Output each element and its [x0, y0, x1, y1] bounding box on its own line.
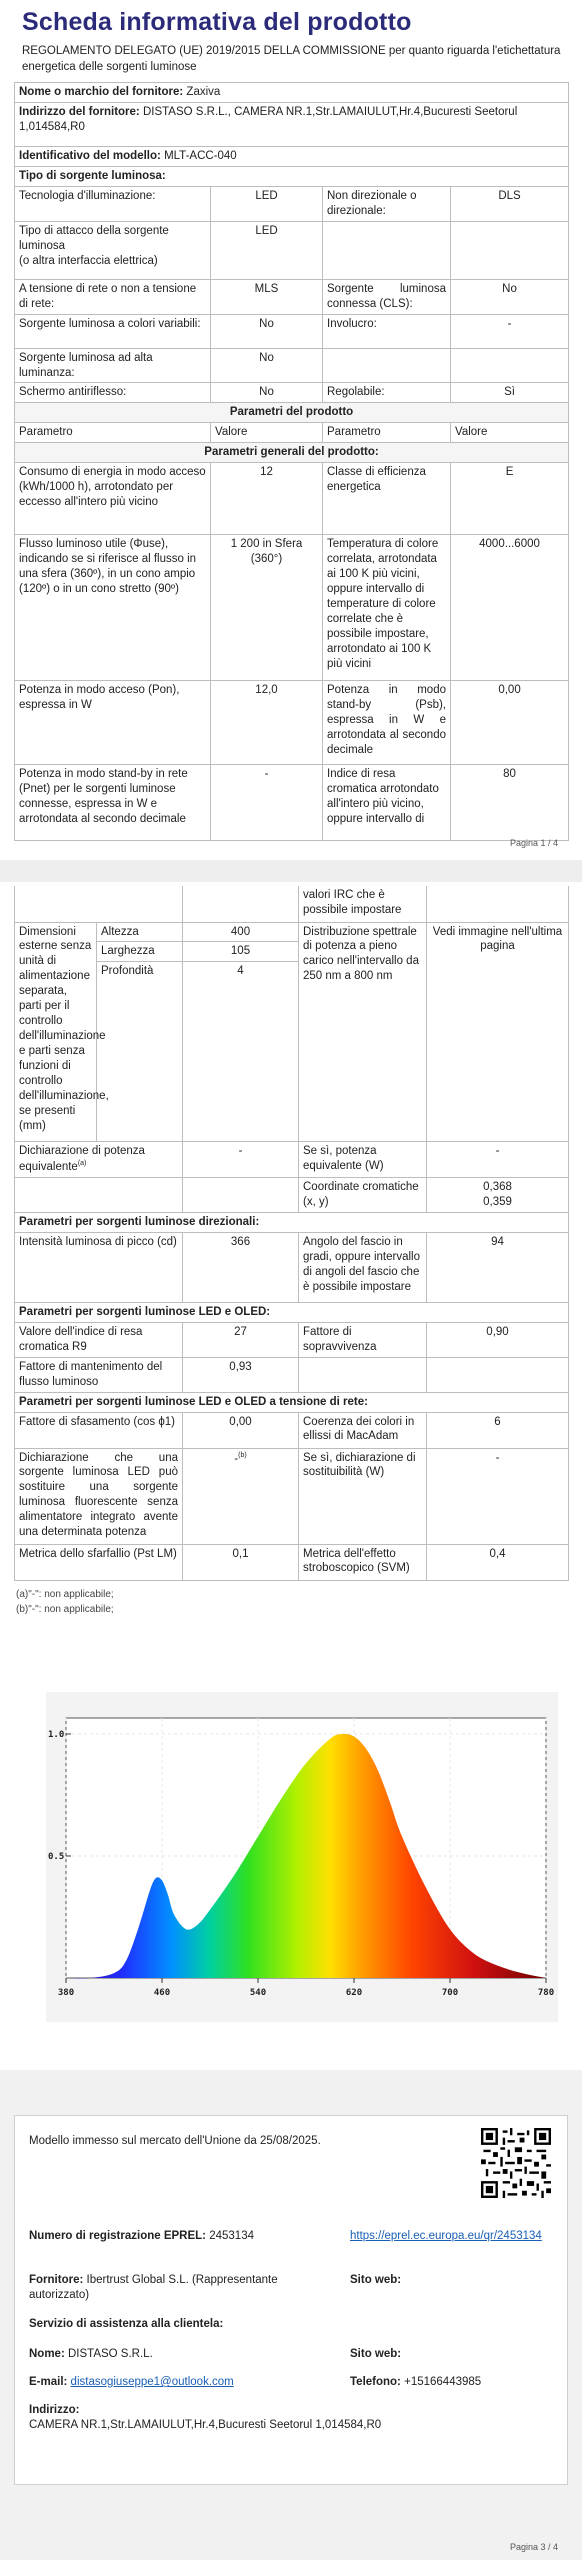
param-value: 12,0: [211, 681, 323, 765]
strobo-value: 0,4: [427, 1544, 569, 1580]
market-date: Modello immesso sul mercato dell'Unione da 25/08/2025.: [29, 2135, 321, 2147]
footnotes: [16, 1587, 114, 1617]
y-tick-label: 0.5: [48, 1852, 65, 1862]
page-title: Scheda informativa del prodotto: [22, 8, 412, 36]
contact-phone: [350, 2375, 481, 2390]
cos-phi-label: Fattore di sfasamento (cos ϕ1): [15, 1412, 183, 1448]
maintenance-row: [15, 1357, 569, 1392]
type-row: [15, 383, 569, 403]
type-label: Tipo di attacco della sorgente luminosa (o altra interfaccia elettrica): [15, 221, 211, 279]
eprel-link-wrap: [350, 2229, 560, 2244]
height-label: Altezza: [97, 922, 183, 942]
chroma-y: 0,359: [483, 1196, 512, 1209]
dimensions-label: Dimensioni esterne senza unità di alimentazione separata, parti per il controllo dell'illuminazione e parti senza funzioni di controllo dell'illuminazione, se presenti (mm): [15, 922, 97, 1142]
product-info-table: [14, 82, 569, 841]
depth-value: 4: [183, 962, 299, 1142]
supplier-info: [29, 2273, 329, 2303]
power-distribution-label: Distribuzione spettrale di potenza a pieno carico nell'intervallo da 250 nm a 800 nm: [299, 922, 427, 1142]
power-distribution-value: Vedi immagine nell'ultima pagina: [427, 922, 569, 1142]
macadam-value: 6: [427, 1412, 569, 1448]
height-value: 400: [183, 922, 299, 942]
general-row: [15, 463, 569, 535]
general-row: [15, 535, 569, 681]
column-header-row: [15, 423, 569, 443]
footnote-ref: (a): [77, 1160, 87, 1168]
page-3-card: [14, 2115, 568, 2485]
peak-intensity-row: [15, 1232, 569, 1302]
x-tick-label: 700: [441, 1988, 459, 1998]
type-label: Sorgente luminosa ad alta luminanza:: [15, 348, 211, 383]
type-row: [15, 221, 569, 279]
type-value: [451, 348, 569, 383]
email-link[interactable]: distasogiuseppe1@outlook.com: [70, 2376, 234, 2388]
general-row: [15, 681, 569, 765]
type-label: A tensione di rete o non a tensione di rete:: [15, 279, 211, 314]
replace-value: -: [234, 1452, 239, 1465]
type-value: No: [211, 348, 323, 383]
param-label: Consumo di energia in modo acceso (kWh/1000 h), arrotondato per eccesso all'intero più vicino: [15, 463, 211, 535]
product-params-table-continued: [14, 886, 569, 1581]
r9-value: 27: [183, 1322, 299, 1357]
param-value: 4000...6000: [451, 535, 569, 681]
eprel-number: [29, 2229, 254, 2244]
regulation-text: REGOLAMENTO DELEGATO (UE) 2019/2015 DELLA COMMISSIONE per quanto riguarda l'etichettatura energetica delle sorgenti luminose: [22, 45, 561, 73]
product-params-heading: Parametri del prodotto: [15, 403, 569, 423]
contact-name: [29, 2347, 153, 2362]
width-value: 105: [183, 942, 299, 962]
param-label: valori IRC che è possibile impostare: [299, 886, 427, 922]
page-number: Pagina 1 / 4: [509, 838, 558, 848]
param-value: 0,00: [451, 681, 569, 765]
dimension-row: [15, 922, 569, 942]
param-value: 1 200 in Sfera (360°): [211, 535, 323, 681]
cos-phi-row: [15, 1412, 569, 1448]
col-value: Valore: [211, 423, 323, 443]
address-label: Indirizzo:: [29, 2404, 80, 2416]
param-value: -: [211, 765, 323, 841]
address-value: CAMERA NR.1,Str.LAMAIULUT,Hr.4,Bucuresti Seetorul 1,014584,R0: [29, 2419, 382, 2431]
page-2: [0, 882, 582, 1652]
light-source-type-heading: Tipo di sorgente luminosa:: [15, 166, 569, 186]
type-value: LED: [211, 186, 323, 221]
beam-angle-label: Angolo del fascio in gradi, oppure intervallo di angoli del fascio che è possibile impostare: [299, 1232, 427, 1302]
macadam-label: Coerenza dei colori in ellissi di MacAdam: [299, 1412, 427, 1448]
col-param: Parametro: [323, 423, 451, 443]
led-oled-heading-row: [15, 1302, 569, 1322]
type-label: Involucro:: [323, 314, 451, 348]
type-label: [323, 348, 451, 383]
maintenance-label: Fattore di mantenimento del flusso luminoso: [15, 1357, 183, 1392]
r9-row: [15, 1322, 569, 1357]
website2-label: Sito web:: [350, 2348, 402, 2360]
type-label: Tecnologia d'illuminazione:: [15, 186, 211, 221]
type-label: Schermo antiriflesso:: [15, 383, 211, 403]
mains-heading: Parametri per sorgenti luminose LED e OLED a tensione di rete:: [15, 1392, 569, 1412]
phone-value: +15166443985: [404, 2376, 482, 2388]
footnote-b: (b)"-": non applicabile;: [16, 1604, 114, 1615]
phone-label: Telefono:: [350, 2376, 401, 2388]
service-label: Servizio di assistenza alla clientela:: [29, 2318, 224, 2330]
flicker-row: [15, 1544, 569, 1580]
strobo-label: Metrica dell'effetto stroboscopico (SVM): [299, 1544, 427, 1580]
replace-row: [15, 1448, 569, 1544]
type-value: DLS: [451, 186, 569, 221]
chroma-x: 0,368: [483, 1181, 512, 1194]
contact-email: [29, 2375, 234, 2390]
type-value: [451, 221, 569, 279]
replace-label: Dichiarazione che una sorgente luminosa LED può sostituire una sorgente luminosa fluorescente senza alimentatore integrato avente una determinata potenza: [15, 1448, 183, 1544]
model-id-label: Identificativo del modello:: [19, 149, 161, 162]
x-tick-label: 380: [57, 1988, 75, 1998]
type-row: [15, 279, 569, 314]
beam-angle-value: 94: [427, 1232, 569, 1302]
model-id-row: [15, 146, 569, 166]
directional-heading-row: [15, 1212, 569, 1232]
survival-value: 0,90: [427, 1322, 569, 1357]
equiv-power-label: Dichiarazione di potenza equivalente: [19, 1145, 145, 1174]
type-value: LED: [211, 221, 323, 279]
supplier-address-value: DISTASO S.R.L., CAMERA NR.1,Str.LAMAIULUT,Hr.4,Bucuresti Seetorul 1,014584,R0: [19, 105, 518, 133]
chroma-label: Coordinate cromatiche (x, y): [299, 1178, 427, 1213]
depth-label: Profondità: [97, 962, 183, 1142]
supplier-value: Ibertrust Global S.L. (Rappresentante autorizzato): [29, 2274, 278, 2301]
param-label: Indice di resa cromatica arrotondato all'intero più vicino, oppure intervallo di: [323, 765, 451, 841]
equiv-power-w-label: Se sì, potenza equivalente (W): [299, 1142, 427, 1178]
y-tick-label: 1.0: [48, 1730, 65, 1740]
led-oled-heading: Parametri per sorgenti luminose LED e OLED:: [15, 1302, 569, 1322]
equiv-power-w-value: -: [427, 1142, 569, 1178]
flicker-value: 0,1: [183, 1544, 299, 1580]
name-label: Nome:: [29, 2348, 65, 2360]
param-label: Flusso luminoso utile (Φuse), indicando se si riferisce al flusso in una sfera (360º), in un cono ampio (120º) o in un cono stretto (90º): [15, 535, 211, 681]
x-tick-label: 540: [249, 1988, 267, 1998]
product-params-row: [15, 403, 569, 423]
width-label: Larghezza: [97, 942, 183, 962]
x-tick-label: 620: [345, 1988, 363, 1998]
website-label: Sito web:: [350, 2274, 402, 2286]
supplier-brand-label: Nome o marchio del fornitore:: [19, 86, 184, 98]
supplier-brand-row: [15, 83, 569, 103]
supplier-address-label: Indirizzo del fornitore:: [19, 105, 140, 118]
param-value: 12: [211, 463, 323, 535]
type-row: [15, 348, 569, 383]
maintenance-value: 0,93: [183, 1357, 299, 1392]
param-label: Classe di efficienza energetica: [323, 463, 451, 535]
type-label: Non direzionale o direzionale:: [323, 186, 451, 221]
supplier-brand-value: Zaxiva: [186, 86, 221, 98]
x-tick-label: 780: [537, 1988, 555, 1998]
eprel-label: Numero di registrazione EPREL:: [29, 2230, 207, 2242]
footnote-a: (a)"-": non applicabile;: [16, 1589, 114, 1600]
model-id-value: MLT-ACC-040: [164, 149, 237, 162]
type-label: [323, 221, 451, 279]
supplier-label: Fornitore:: [29, 2274, 84, 2286]
eprel-link[interactable]: https://eprel.ec.europa.eu/qr/2453134: [350, 2230, 542, 2242]
type-value: No: [211, 383, 323, 403]
mains-heading-row: [15, 1392, 569, 1412]
general-params-row: [15, 443, 569, 463]
replace-w-value: -: [427, 1448, 569, 1544]
param-label: Potenza in modo stand-by in rete (Pnet) per le sorgenti luminose connesse, espressa in W e arrotondata al secondo decimale: [15, 765, 211, 841]
type-row: [15, 186, 569, 221]
r9-label: Valore dell'indice di resa cromatica R9: [15, 1322, 183, 1357]
page-separator: [0, 860, 582, 882]
type-label: Regolabile:: [323, 383, 451, 403]
spectral-power-chart: [46, 1692, 558, 2022]
irc-continued-row: [15, 886, 569, 922]
type-label: Sorgente luminosa connessa (CLS):: [323, 279, 451, 314]
param-value: 80: [451, 765, 569, 841]
chroma-row: [15, 1178, 569, 1213]
param-value: E: [451, 463, 569, 535]
general-row: [15, 765, 569, 841]
page-1: [0, 0, 582, 860]
page-number: Pagina 3 / 4: [509, 2542, 558, 2552]
type-label: Sorgente luminosa a colori variabili:: [15, 314, 211, 348]
param-label: Temperatura di colore correlata, arrotondata ai 100 K più vicini, oppure intervallo di temperature di colore correlate che è possibile impostare, arrotondato ai 100 K più vicini: [323, 535, 451, 681]
flicker-label: Metrica dello sfarfallio (Pst LM): [15, 1544, 183, 1580]
type-value: -: [451, 314, 569, 348]
peak-intensity-value: 366: [183, 1232, 299, 1302]
equiv-power-value: -: [183, 1142, 299, 1178]
type-value: MLS: [211, 279, 323, 314]
x-tick-label: 460: [153, 1988, 171, 1998]
type-value: No: [451, 279, 569, 314]
footnote-ref: (b): [238, 1451, 247, 1459]
replace-w-label: Se sì, dichiarazione di sostituibilità (W): [299, 1448, 427, 1544]
param-label: Potenza in modo acceso (Pon), espressa in W: [15, 681, 211, 765]
supplier-address-row: [15, 102, 569, 146]
eprel-value: 2453134: [209, 2230, 254, 2242]
col-value: Valore: [451, 423, 569, 443]
type-value: Sì: [451, 383, 569, 403]
col-param: Parametro: [15, 423, 211, 443]
directional-heading: Parametri per sorgenti luminose direzionali:: [15, 1212, 569, 1232]
qr-code-icon[interactable]: [481, 2128, 551, 2198]
survival-label: Fattore di sopravvivenza: [299, 1322, 427, 1357]
type-row: [15, 314, 569, 348]
equiv-power-row: [15, 1142, 569, 1178]
name-value: DISTASO S.R.L.: [67, 2348, 153, 2360]
light-source-type-row: [15, 166, 569, 186]
email-label: E-mail:: [29, 2376, 68, 2388]
type-value: No: [211, 314, 323, 348]
param-label: Potenza in modo stand-by (Psb), espressa in W e arrotondata al secondo decimale: [323, 681, 451, 765]
cos-phi-value: 0,00: [183, 1412, 299, 1448]
peak-intensity-label: Intensità luminosa di picco (cd): [15, 1232, 183, 1302]
general-params-heading: Parametri generali del prodotto:: [15, 443, 569, 463]
